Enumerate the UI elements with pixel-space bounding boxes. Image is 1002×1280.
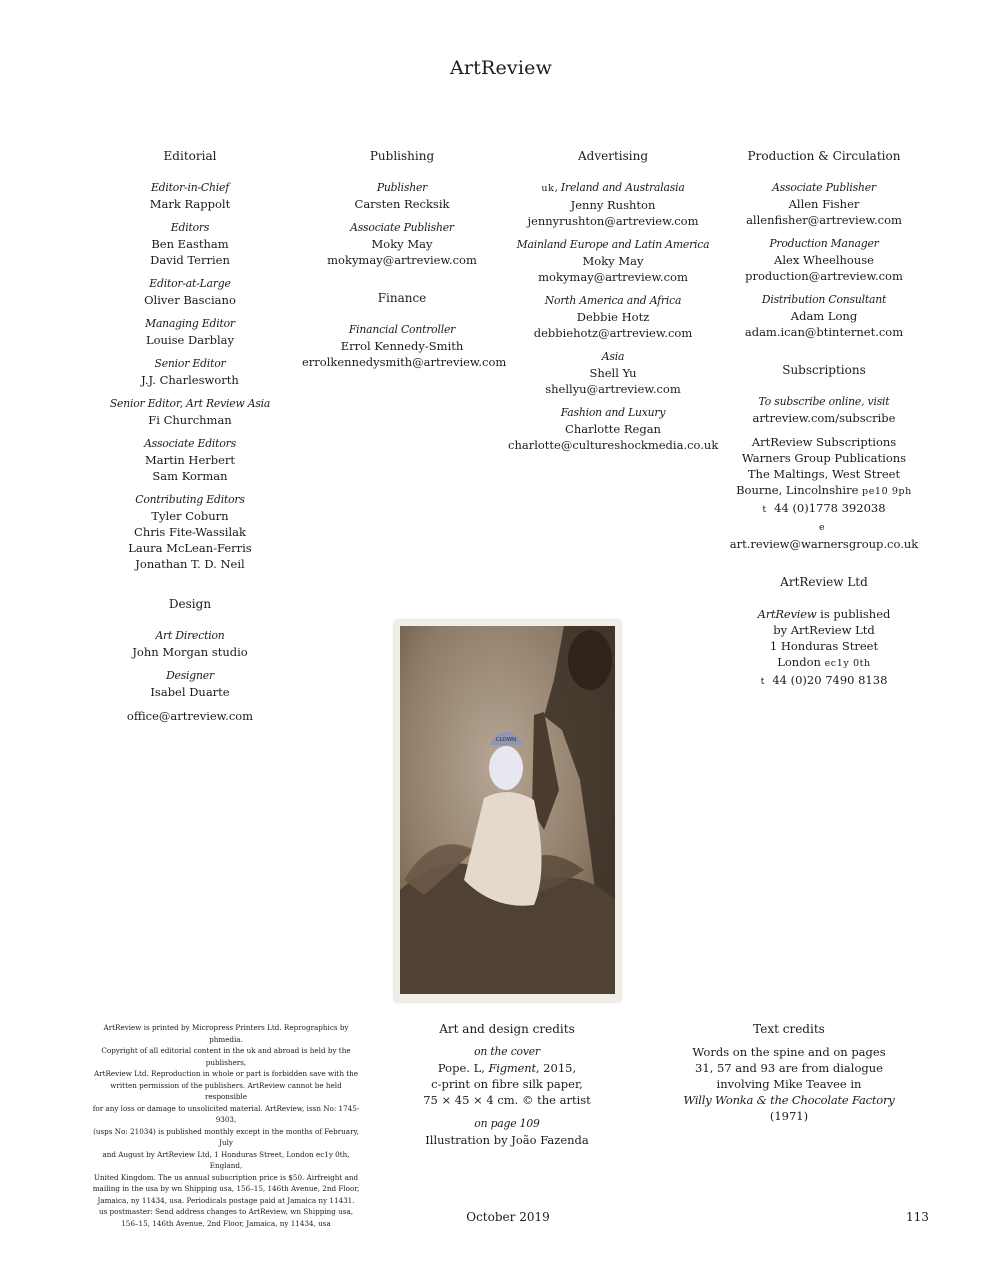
role-block	[302, 180, 502, 212]
cap-text: CLOWN	[495, 737, 517, 743]
role-title: Mainland Europe and Latin America	[516, 238, 710, 251]
cover-artist: Pope. L,	[437, 1061, 489, 1075]
person-name: Laura McLean-Ferris	[128, 541, 252, 555]
role-block	[302, 220, 502, 268]
contact-email[interactable]: mokymay@artreview.com	[538, 270, 688, 284]
person-name: Mark Rappolt	[149, 197, 231, 211]
role-title: Distribution Consultant	[761, 293, 887, 306]
company-heading: ArtReview Ltd	[780, 575, 868, 589]
address-town: Bourne, Lincolnshire	[736, 483, 859, 497]
fine-print-line: us postmaster: Send address changes to ArtReview, wn Shipping usa,	[98, 1207, 354, 1216]
text-credits-line: Words on the spine and on pages	[692, 1045, 886, 1059]
role-title: Publisher	[376, 181, 428, 194]
page-credit	[397, 1116, 617, 1148]
company-published-line	[724, 606, 924, 622]
production-heading: Production & Circulation	[747, 149, 901, 163]
company-phone-label: t	[760, 676, 766, 687]
person-name: Oliver Basciano	[144, 293, 236, 307]
address-town-line	[724, 482, 924, 500]
company-city: London	[777, 655, 821, 669]
fine-print-line: for any loss or damage to unsolicited material. ArtReview, issn No: 1745-9303,	[92, 1103, 360, 1124]
publication-title: ArtReview	[757, 607, 817, 621]
role-title: Financial Controller	[348, 323, 456, 336]
role-block	[90, 628, 290, 660]
fine-print-line: ArtReview Ltd. Reproduction in whole or part is forbidden save with the	[93, 1069, 359, 1078]
person-name: Jenny Rushton	[570, 198, 656, 212]
contact-email[interactable]: jennyrushton@artreview.com	[527, 214, 699, 228]
person-name: David Terrien	[150, 253, 230, 267]
person-name: Adam Long	[790, 309, 858, 323]
contact-email[interactable]: charlotte@cultureshockmedia.co.uk	[508, 438, 719, 452]
role-block	[90, 220, 290, 268]
role-region-abbr: uk	[541, 183, 555, 194]
role-title: North America and Africa	[544, 294, 682, 307]
production-roles	[724, 180, 924, 340]
film-title: Willy Wonka & the Chocolate Factory	[683, 1093, 895, 1107]
finance-roles	[302, 322, 507, 370]
role-block	[508, 405, 718, 453]
art-credits-heading: Art and design credits	[439, 1022, 575, 1036]
page-label: on page 109	[474, 1117, 540, 1130]
mask-face	[489, 746, 523, 790]
advertising-heading: Advertising	[577, 149, 649, 163]
design-email[interactable]: office@artreview.com	[126, 709, 254, 723]
address-postcode: pe10 9ph	[862, 486, 912, 497]
design-heading: Design	[168, 597, 212, 611]
publishing-roles	[302, 180, 502, 268]
person-name: J.J. Charlesworth	[141, 373, 239, 387]
cover-medium: c-print on fibre silk paper,	[431, 1077, 583, 1091]
publishing-heading: Publishing	[369, 149, 435, 163]
cover-credit	[397, 1044, 617, 1108]
role-title: Associate Editors	[144, 437, 236, 450]
company-postcode: ec1y 0th	[824, 658, 871, 669]
subscribe-online	[724, 394, 924, 426]
fine-print	[92, 1022, 360, 1229]
role-title: Production Manager	[769, 237, 879, 250]
person-name: Jonathan T. D. Neil	[135, 557, 245, 571]
person-name: Tyler Coburn	[151, 509, 229, 523]
company-line: 1 Honduras Street	[769, 639, 879, 653]
publishing-column	[302, 148, 507, 378]
subscribe-online-label: To subscribe online, visit	[758, 395, 890, 408]
fine-print-line: 156–15, 146th Avenue, 2nd Floor, Jamaica, ny 11434, usa	[121, 1218, 331, 1228]
contact-email[interactable]: errolkennedysmith@artreview.com	[302, 355, 507, 369]
person-name: John Morgan studio	[132, 645, 248, 659]
page-number: 113	[906, 1210, 929, 1224]
person-name: Shell Yu	[589, 366, 637, 380]
issue-date: October 2019	[466, 1210, 550, 1224]
role-title: Editors	[170, 221, 210, 234]
fine-print-line: (usps No: 21034) is published monthly except in the months of February, July	[93, 1126, 359, 1147]
role-title: Associate Publisher	[350, 221, 454, 234]
person-name: Allen Fisher	[788, 197, 860, 211]
role-title: Senior Editor	[154, 357, 226, 370]
role-block	[724, 180, 924, 228]
address-line: The Maltings, West Street	[747, 467, 901, 481]
contact-email[interactable]: debbiehotz@artreview.com	[533, 326, 693, 340]
person-name: Ben Eastham	[151, 237, 229, 251]
production-column	[724, 148, 924, 698]
company-city-line	[724, 654, 924, 672]
cover-work-title: Figment	[488, 1061, 536, 1075]
role-block	[90, 668, 290, 700]
person-name: Moky May	[371, 237, 433, 251]
person-name: Isabel Duarte	[150, 685, 230, 699]
contact-email[interactable]: adam.ican@btinternet.com	[744, 325, 904, 339]
contact-email[interactable]: shellyu@artreview.com	[545, 382, 681, 396]
role-title: Senior Editor, Art Review Asia	[109, 397, 271, 410]
company-phone-number: 44 (0)20 7490 8138	[772, 673, 888, 687]
cover-credit-line	[397, 1060, 617, 1076]
fine-print-line: and August by ArtReview Ltd, 1 Honduras Street, London ec1y 0th, England,	[102, 1149, 350, 1170]
company-phone	[724, 672, 924, 690]
advertising-roles	[508, 180, 718, 453]
role-title: Associate Publisher	[772, 181, 876, 194]
cover-year: , 2015,	[535, 1061, 577, 1075]
person-name: Louise Darblay	[146, 333, 234, 347]
contact-email[interactable]: mokymay@artreview.com	[327, 253, 477, 267]
role-block	[90, 356, 290, 388]
subscriptions-email	[724, 518, 924, 552]
role-block	[508, 293, 718, 341]
text-credits	[679, 1021, 899, 1124]
role-title: Fashion and Luxury	[560, 406, 666, 419]
editorial-heading: Editorial	[163, 149, 217, 163]
figure-head	[568, 630, 612, 690]
person-name: Moky May	[582, 254, 644, 268]
role-block	[90, 436, 290, 484]
person-name: Sam Korman	[152, 469, 228, 483]
cover-dimensions: 75 × 45 × 4 cm. © the artist	[423, 1093, 591, 1107]
advertising-column	[508, 148, 718, 461]
cover-label: on the cover	[474, 1045, 540, 1058]
email-label: e	[819, 522, 826, 533]
subscribe-url[interactable]: artreview.com/subscribe	[752, 411, 896, 425]
role-title: Asia	[601, 350, 625, 363]
person-name: Alex Wheelhouse	[774, 253, 874, 267]
subscriptions-phone	[724, 500, 924, 518]
company-details	[724, 606, 924, 690]
phone-label: t	[762, 504, 767, 515]
person-name: Martin Herbert	[144, 453, 236, 467]
art-design-credits	[397, 1021, 617, 1156]
magazine-title: ArtReview	[449, 57, 553, 79]
fine-print-line: Copyright of all editorial content in the uk and abroad is held by the publishers,	[101, 1046, 351, 1067]
role-block	[90, 492, 290, 572]
fine-print-line: mailing in the usa by wn Shipping usa, 156–15, 146th Avenue, 2nd Floor,	[92, 1184, 360, 1193]
fine-print-line: ArtReview is printed by Micropress Printers Ltd. Reprographics by phmedia.	[103, 1023, 349, 1044]
person-name: Errol Kennedy-Smith	[340, 339, 464, 353]
role-block	[724, 292, 924, 340]
role-title: Editor-at-Large	[149, 277, 231, 290]
address-line: Warners Group Publications	[741, 451, 907, 465]
role-block	[90, 396, 290, 428]
company-line: by ArtReview Ltd	[773, 623, 875, 637]
role-title: Editor-in-Chief	[150, 181, 229, 194]
role-title: Art Direction	[155, 629, 225, 642]
role-block	[508, 237, 718, 285]
person-name: Carsten Recksik	[354, 197, 450, 211]
phone-number: 44 (0)1778 392038	[774, 501, 886, 515]
artwork-illustration	[394, 620, 621, 1002]
role-title: Managing Editor	[145, 317, 235, 330]
address-line: ArtReview Subscriptions	[751, 435, 897, 449]
person-name: Debbie Hotz	[576, 310, 650, 324]
text-credits-heading: Text credits	[753, 1022, 825, 1036]
contact-email[interactable]: allenfisher@artreview.com	[746, 213, 902, 227]
role-title: Contributing Editors	[135, 493, 245, 506]
role-region-rest: , Ireland and Australasia	[554, 181, 685, 194]
fine-print-line: Jamaica, ny 11434, usa. Periodicals postage paid at Jamaica ny 11431.	[97, 1195, 355, 1205]
role-block	[508, 180, 718, 229]
person-name: Fi Churchman	[148, 413, 232, 427]
finance-heading: Finance	[377, 291, 427, 305]
contact-email[interactable]: production@artreview.com	[745, 269, 903, 283]
role-block	[90, 316, 290, 348]
cover-artwork-photo	[394, 620, 621, 1002]
role-title: Designer	[166, 669, 214, 682]
email-address[interactable]: art.review@warnersgroup.co.uk	[729, 537, 919, 551]
design-roles	[90, 628, 290, 700]
role-block	[508, 349, 718, 397]
page-credit-text: Illustration by João Fazenda	[425, 1133, 589, 1147]
role-block	[302, 322, 507, 370]
text-credits-film-line	[679, 1092, 899, 1124]
role-block	[90, 180, 290, 212]
published-text: is published	[816, 607, 891, 621]
person-name: Chris Fite-Wassilak	[134, 525, 246, 539]
role-block	[724, 236, 924, 284]
text-credits-line: 31, 57 and 93 are from dialogue	[695, 1061, 883, 1075]
editorial-column	[90, 148, 290, 724]
role-block	[90, 276, 290, 308]
subscriptions-heading: Subscriptions	[782, 363, 866, 377]
text-credits-line: involving Mike Teavee in	[716, 1077, 862, 1091]
fine-print-line: written permission of the publishers. ArtReview cannot be held responsible	[110, 1080, 342, 1101]
editorial-roles	[90, 180, 290, 572]
subscriptions-address	[724, 434, 924, 552]
film-year: (1971)	[769, 1109, 809, 1123]
role-title	[508, 180, 718, 197]
fine-print-line: United Kingdom. The us annual subscription price is $50. Airfreight and	[93, 1172, 359, 1182]
person-name: Charlotte Regan	[565, 422, 661, 436]
